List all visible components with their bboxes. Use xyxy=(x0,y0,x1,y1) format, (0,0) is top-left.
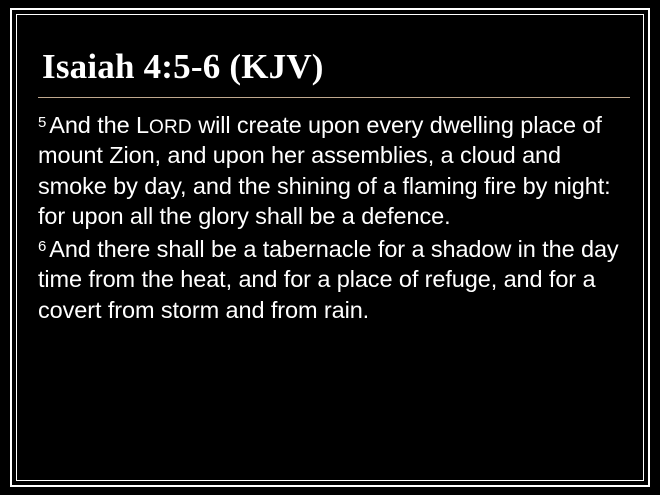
verse-number-6: 6 xyxy=(38,237,47,255)
verse-5-lead: And the xyxy=(49,111,136,138)
divine-name-smallcaps: ORD xyxy=(148,116,192,138)
verse-5 xyxy=(38,110,632,232)
page-title: Isaiah 4:5-6 (KJV) xyxy=(42,47,324,86)
slide-content xyxy=(34,48,634,485)
verse-5-text: will create upon every dwelling place of mount Zion, and upon her assemblies, a cloud and smoke by day, and the shining of a flaming fire by night: for upon all the glory shall be a defence. xyxy=(38,111,611,230)
verse-number-5: 5 xyxy=(38,113,47,131)
verse-6 xyxy=(38,234,632,326)
divine-name-initial: L xyxy=(136,111,149,138)
verse-list xyxy=(34,110,634,326)
title-divider xyxy=(38,97,630,98)
verse-6-text: And there shall be a tabernacle for a shadow in the day time from the heat, and for a place of refuge, and for a covert from storm and from rain. xyxy=(38,235,619,323)
